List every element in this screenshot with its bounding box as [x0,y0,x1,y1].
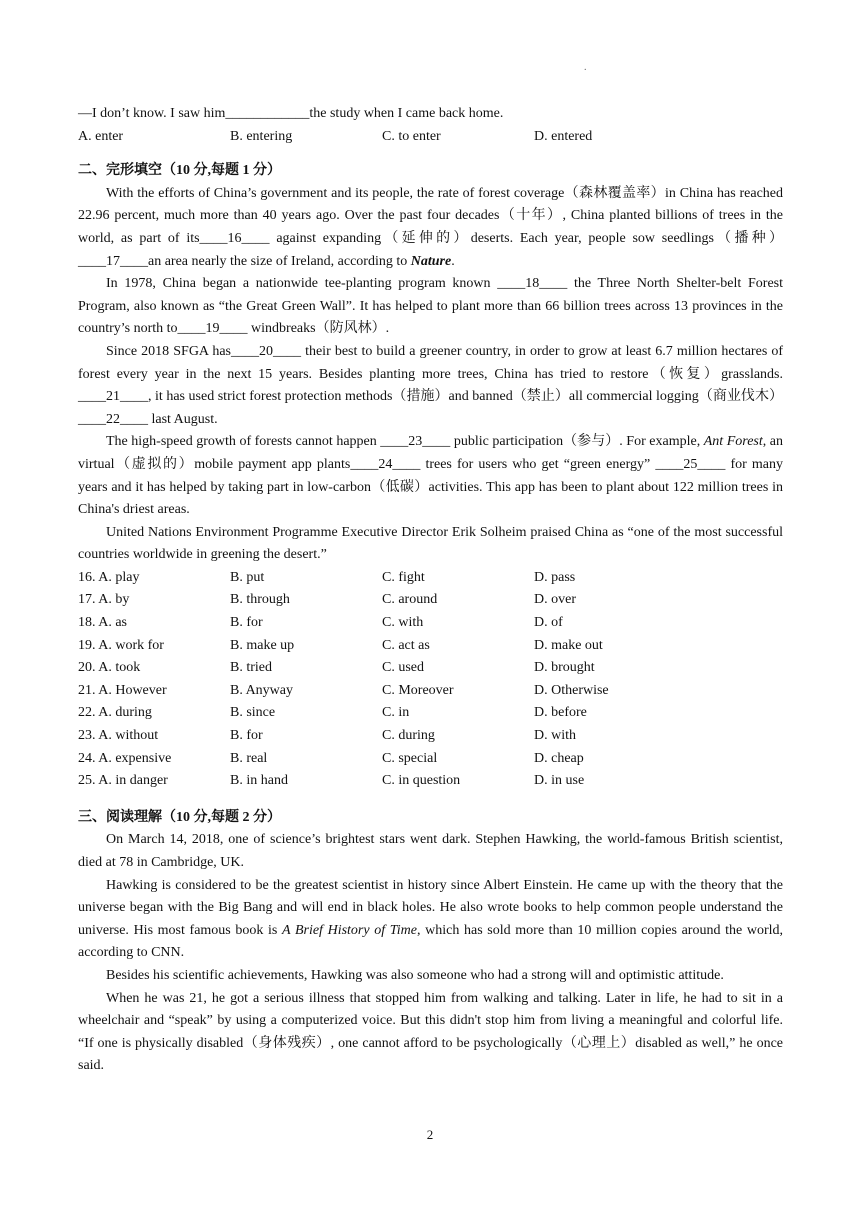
section2-paragraph-3: Since 2018 SFGA has____20____ their best to build a greener country, in order to grow at least 6.7 million hectares of forest every year in the next 15 years. Besides planting more trees, China has tried to restore（恢复）grasslands. ____21____, it has used strict forest protection methods（措施）and banned（禁止）all commercial logging（商业伐木）____22____ last August. [78,343,783,427]
q15-options [78,126,783,149]
cloze-option-row: 25. A. in danger B. in hand C. in question D. in use [78,773,585,789]
section2-paragraph-4: The high-speed growth of forests cannot happen ____23____ public participation（参与）. For example, Ant Forest, an virtual（虚拟的）mobile payment app plants____24____ trees for users who get “green energy” ____25____ for many years and it has helped by taking part in low-carbon（低碳）activities. This app has been to plant about 122 million trees in China's driest areas. [78,434,783,518]
cloze-options [78,567,783,793]
section3-paragraph-2: Hawking is considered to be the greatest scientist in history since Albert Einstein. He came up with the theory that the universe began with the Big Bang and will end in black holes. He also wrote books to help common people understand the universe. His most famous book is A Brief History of Time, which has sold more than 10 million copies around the world, according to CNN. [78,877,783,961]
section3-heading: 三、阅读理解（10 分,每题 2 分） [78,809,281,825]
document-body [78,103,783,1078]
header-dot: . [584,62,587,73]
section2-heading: 二、完形填空（10 分,每题 1 分） [78,163,281,179]
q15-option-b: B. entering [230,128,293,144]
cloze-option-row: 23. A. without B. for C. during D. with [78,728,576,744]
cloze-option-row: 22. A. during B. since C. in D. before [78,705,587,721]
q15-option-a: A. enter [78,128,124,144]
q15-question: —I don’t know. I saw him____________the study when I came back home. [78,106,504,121]
cloze-option-row: 17. A. by B. through C. around D. over [78,592,576,608]
section3-paragraph-1: On March 14, 2018, one of science’s brightest stars went dark. Stephen Hawking, the world-famous British scientist, died at 78 in Cambridge, UK. [78,832,783,870]
section2-paragraph-2: In 1978, China began a nationwide tee-planting program known ____18____ the Three North Shelter-belt Forest Program, also known as “the Great Green Wall”. It has helped to plant more than 66 billion trees across 13 provinces in the country’s north to____19____ windbreaks（防风林）. [78,276,783,337]
cloze-option-row: 16. A. play B. put C. fight D. pass [78,569,576,585]
page-number: 2 [426,1127,434,1142]
cloze-option-row: 19. A. work for B. make up C. act as D. make out [78,637,603,653]
section2-paragraph-1: With the efforts of China’s government and its people, the rate of forest coverage（森林覆盖率）in China has reached 22.96 percent, much more than 40 years ago. Over the past four decades（十年）, China planted billions of trees in the world, as part of its____16____ against expanding（延伸的）deserts. Each year, people sow seedlings（播种）____17____an area nearly the size of Ireland, according to Nature. [78,185,783,269]
q15-option-d: D. entered [534,128,593,144]
cloze-option-row: 18. A. as B. for C. with D. of [78,615,563,631]
cloze-option-row: 24. A. expensive B. real C. special D. cheap [78,750,584,766]
section3-paragraph-4: When he was 21, he got a serious illness that stopped him from walking and talking. Later in life, he had to sit in a wheelchair and “speak” by using a computerized voice. But this didn't stop him from living a meaningful and colorful life. “If one is physically disabled（身体残疾）, one cannot afford to be psychologically（心理上）disabled as well,” he once said. [78,990,783,1074]
q15-option-c: C. to enter [382,128,441,144]
section2-paragraph-5: United Nations Environment Programme Executive Director Erik Solheim praised China as “one of the most successful countries worldwide in greening the desert.” [78,524,783,563]
cloze-option-row: 21. A. However B. Anyway C. Moreover D. Otherwise [78,682,609,698]
cloze-option-row: 20. A. took B. tried C. used D. brought [78,660,595,676]
section3-paragraph-3: Besides his scientific achievements, Hawking was also someone who had a strong will and optimistic attitude. [106,967,724,983]
